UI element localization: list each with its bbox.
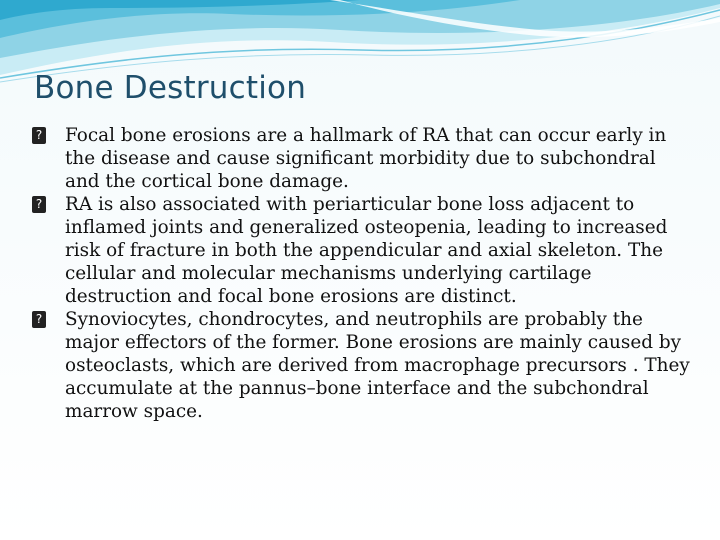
bullet-item	[32, 193, 692, 308]
bullet-text: Focal bone erosions are a hallmark of RA that can occur early in the disease and cause significant morbidity due to subchondral and the cortical bone damage.	[65, 125, 667, 192]
bullet-marker-icon: ?	[32, 127, 46, 144]
bullet-marker-icon: ?	[32, 196, 46, 213]
bullet-item	[32, 308, 692, 423]
bullet-text: Synoviocytes, chondrocytes, and neutrophils are probably the major effectors of the former. Bone erosions are mainly caused by osteoclasts, which are derived from macrophage precursors . They accumulate at the pannus–bone interface and the subchondral marrow space.	[65, 309, 690, 422]
bullet-item	[32, 124, 692, 193]
bullet-marker-icon: ?	[32, 311, 46, 328]
bullet-list	[32, 124, 692, 423]
bullet-text: RA is also associated with periarticular bone loss adjacent to inflamed joints and generalized osteopenia, leading to increased risk of fracture in both the appendicular and axial skeleton. The cellular and molecular mechanisms underlying cartilage destruction and focal bone erosions are distinct.	[65, 194, 668, 307]
page-title: Bone Destruction	[34, 70, 307, 106]
